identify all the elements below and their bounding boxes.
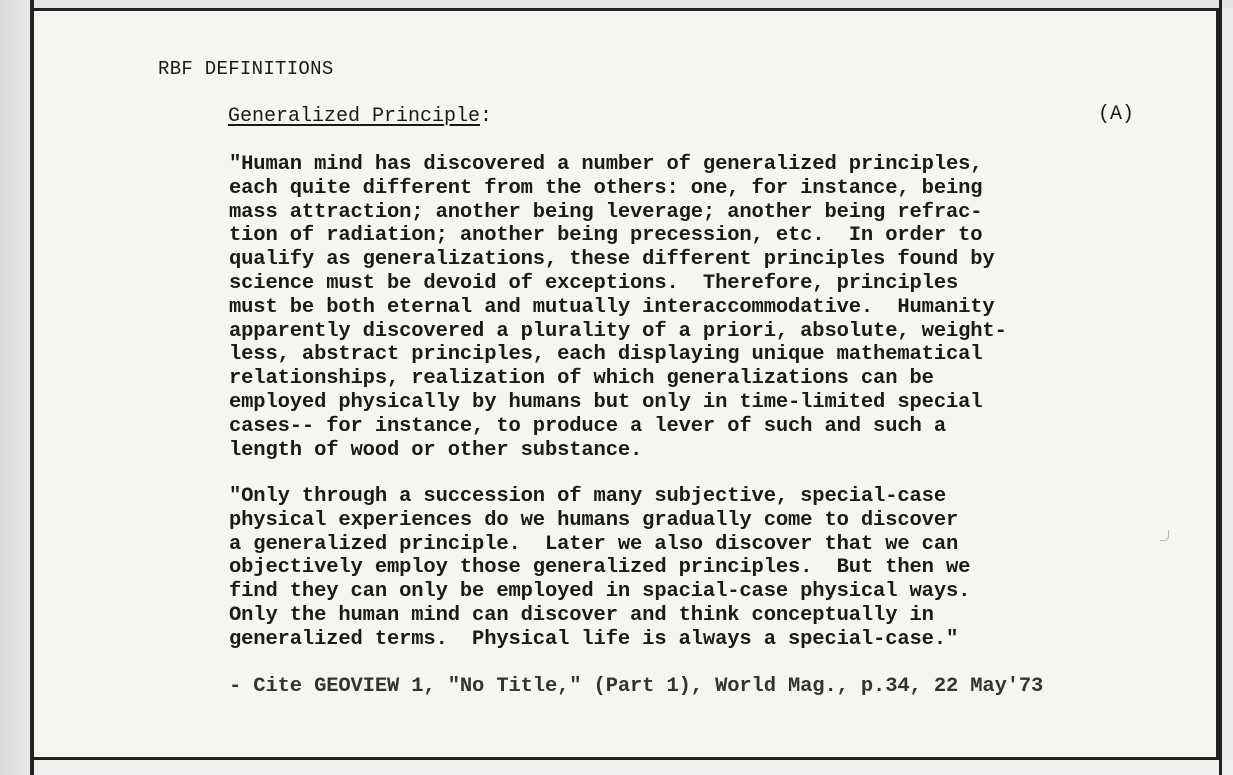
top-edge xyxy=(30,0,1233,8)
heading-colon: : xyxy=(480,105,493,128)
quote-paragraph-1: "Human mind has discovered a number of generalized principles, each quite different from the others: one, for instance, being mass attraction; another being leverage; another being refrac- tion of radiation; another being precession, etc. In order to qualify as generalizations, these different principles found by science must be devoid of exceptions. Therefore, principles must be both eternal and mutually interaccommodative. Humanity apparently discovered a plurality of a priori, absolute, weight- less, abstract principles, each displaying unique mathematical relationships, realization of which generalizations can be employed physically by humans but only in time-limited special cases-- for instance, to produce a lever of such and such a length of wood or other substance. xyxy=(229,153,1007,462)
bottom-edge xyxy=(30,760,1233,775)
card-header: RBF DEFINITIONS xyxy=(158,58,334,80)
citation: - Cite GEOVIEW 1, "No Title," (Part 1), World Mag., p.34, 22 May'73 xyxy=(229,675,1044,698)
card-right-border xyxy=(1219,0,1222,775)
pencil-mark xyxy=(1160,530,1169,541)
reference-letter: (A) xyxy=(1098,103,1135,126)
card-left-border xyxy=(30,0,34,775)
quote-paragraph-2: "Only through a succession of many subjective, special-case physical experiences do we humans gradually come to discover a generalized principle. Later we also discover that we can objectively employ those generalized principles. But then we find they can only be employed in spacial-case physical ways. Only the human mind can discover and think conceptually in generalized terms. Physical life is always a special-case." xyxy=(229,485,971,651)
scan-margin xyxy=(0,0,30,775)
definition-heading xyxy=(228,105,492,128)
heading-term: Generalized Principle xyxy=(228,105,481,128)
